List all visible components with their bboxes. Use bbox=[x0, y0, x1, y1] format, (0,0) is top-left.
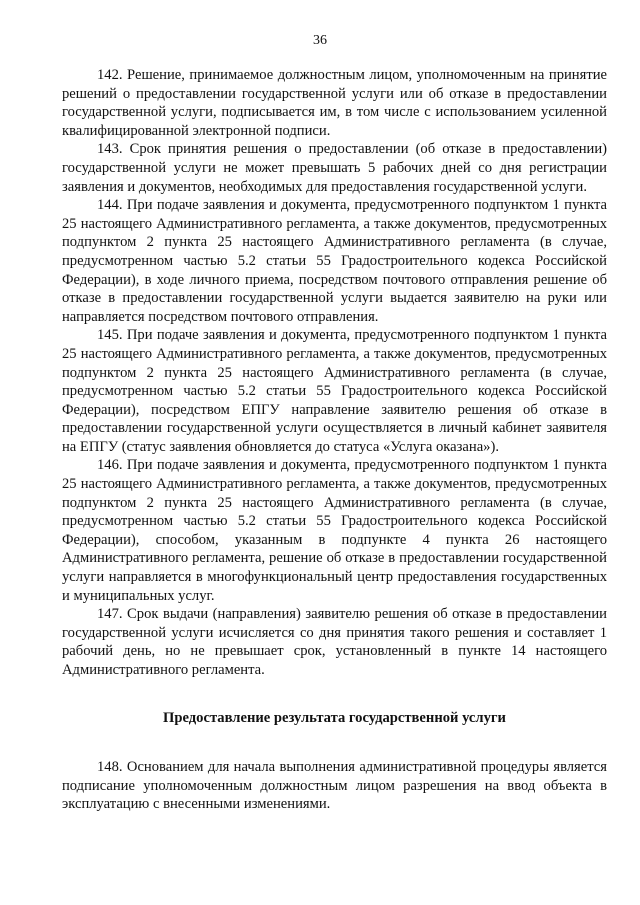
document-body bbox=[62, 66, 607, 814]
paragraph-148: 148. Основанием для начала выполнения административной процедуры является подписание уполномоченным должностным лицом разрешения на ввод объекта в эксплуатацию с внесенными изменениями. bbox=[62, 759, 607, 813]
paragraph-145: 145. При подаче заявления и документа, предусмотренного подпунктом 1 пункта 25 настоящего Административного регламента, а также документов, предусмотренных подпунктом 2 пункта 25 настоящего Административного регламента (в случае, предусмотренном частью 5.2 статьи 55 Градостроительного кодекса Российской Федерации), посредством ЕПГУ направление заявителю решения об отказе в предоставлении государственной услуги осуществляется в личный кабинет заявителя на ЕПГУ (статус заявления обновляется до статуса «Услуга оказана»). bbox=[62, 327, 607, 455]
paragraph-143: 143. Срок принятия решения о предоставлении (об отказе в предоставлении) государственной услуги не может превышать 5 рабочих дней со дня регистрации заявления и документов, необходимых для предоставления государственной услуги. bbox=[62, 141, 607, 195]
paragraph-144: 144. При подаче заявления и документа, предусмотренного подпунктом 1 пункта 25 настоящего Административного регламента, а также документов, предусмотренных подпунктом 2 пункта 25 настоящего Административного регламента (в случае, предусмотренном частью 5.2 статьи 55 Градостроительного кодекса Российской Федерации), в ходе личного приема, посредством почтового отправления решение об отказе в предоставлении государственной услуги выдается заявителю на руки или направляется посредством почтового отправления. bbox=[62, 197, 607, 325]
section-heading: Предоставление результата государственной услуги bbox=[163, 709, 506, 726]
paragraph-146: 146. При подаче заявления и документа, предусмотренного подпунктом 1 пункта 25 настоящего Административного регламента, а также документов, предусмотренных подпунктом 2 пункта 25 настоящего Административного регламента (в случае, предусмотренном частью 5.2 статьи 55 Градостроительного кодекса Российской Федерации), способом, указанным в подпункте 4 пункта 26 настоящего Административного регламента, решение об отказе в предоставлении государственной услуги направляется в многофункциональный центр предоставления государственных и муниципальных услуг. bbox=[62, 457, 607, 604]
paragraph-142: 142. Решение, принимаемое должностным лицом, уполномоченным на принятие решений о предоставлении государственной услуги или об отказе в предоставлении государственной услуги, подписывается им, в том числе с использованием усиленной квалифицированной электронной подписи. bbox=[62, 67, 607, 139]
page-number: 36 bbox=[313, 33, 327, 48]
paragraph-147: 147. Срок выдачи (направления) заявителю решения об отказе в предоставлении государственной услуги исчисляется со дня принятия такого решения и составляет 1 рабочий день, но не превышает срок, установленный в пункте 14 настоящего Административного регламента. bbox=[62, 606, 607, 678]
